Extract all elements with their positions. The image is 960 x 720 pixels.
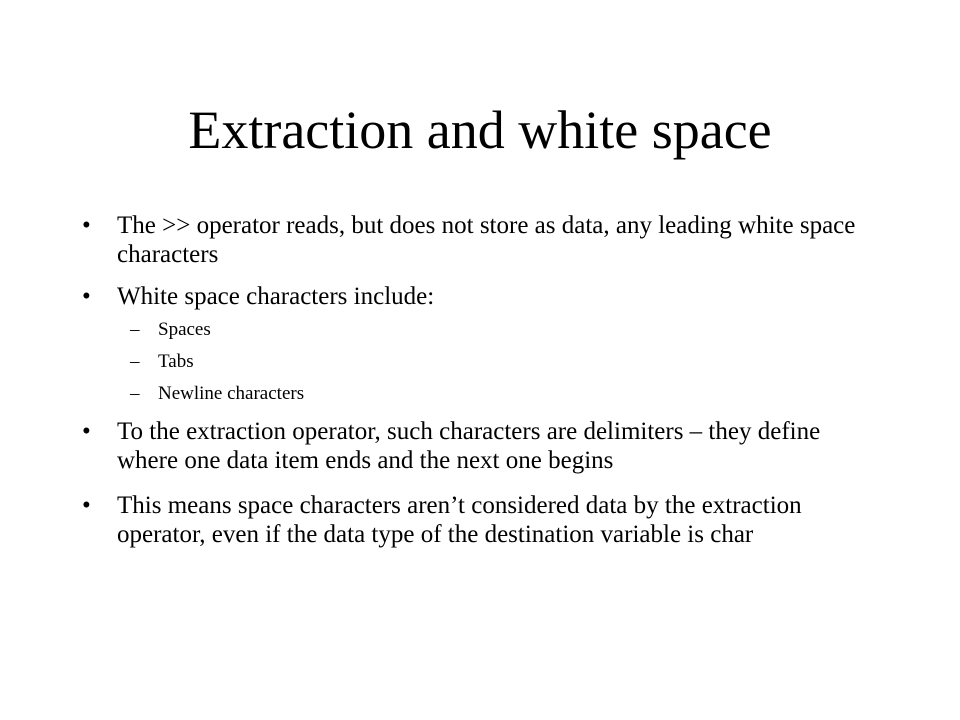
sub-bullet-text: Spaces	[158, 319, 211, 340]
sub-bullet-marker: –	[130, 351, 140, 372]
bullet-text: This means space characters aren’t considered data by the extraction operator, even if the data type of the destination variable is char	[117, 492, 802, 548]
bullet-item	[82, 491, 882, 549]
bullet-marker: •	[82, 212, 91, 239]
bullet-marker: •	[82, 283, 91, 310]
sub-bullet-marker: –	[130, 383, 140, 404]
sub-bullet-list	[130, 319, 882, 405]
bullet-item	[82, 417, 882, 475]
bullet-text: The >> operator reads, but does not store as data, any leading white space characters	[117, 212, 856, 268]
slide-body	[82, 211, 882, 563]
bullet-item	[82, 211, 882, 269]
bullet-marker: •	[82, 492, 91, 519]
bullet-text: To the extraction operator, such characters are delimiters – they define where one data item ends and the next one begins	[117, 418, 821, 474]
bullet-text: White space characters include:	[117, 283, 435, 310]
sub-bullet-item	[130, 383, 882, 405]
sub-bullet-text: Newline characters	[158, 383, 305, 404]
bullet-marker: •	[82, 418, 91, 445]
sub-bullet-item	[130, 319, 882, 341]
slide-title: Extraction and white space	[188, 100, 772, 160]
sub-bullet-marker: –	[130, 319, 140, 340]
bullet-item	[82, 282, 882, 311]
sub-bullet-text: Tabs	[158, 351, 194, 372]
sub-bullet-item	[130, 351, 882, 373]
